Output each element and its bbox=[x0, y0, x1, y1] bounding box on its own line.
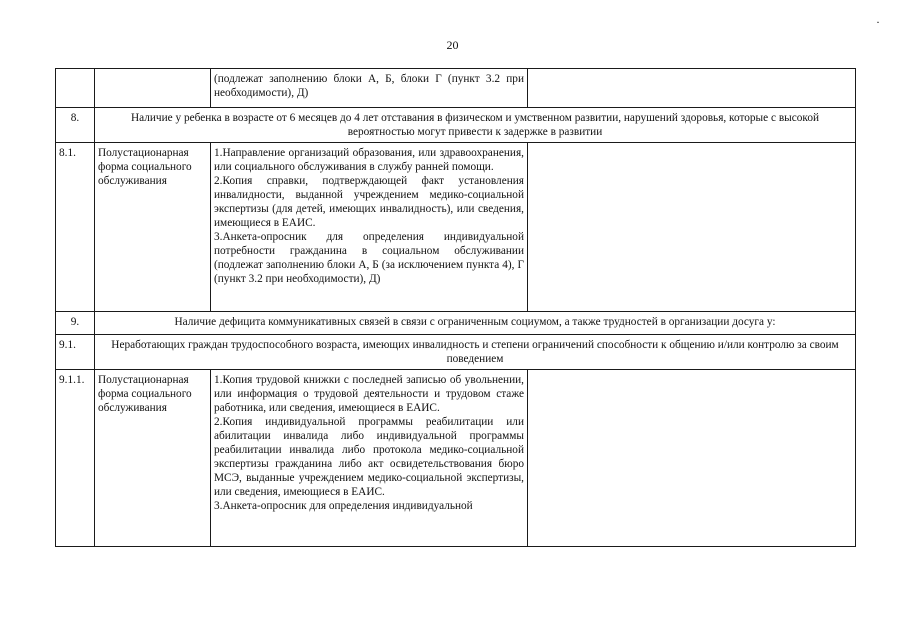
section-number: 9.1. bbox=[56, 335, 95, 370]
row-number-cell: 9.1.1. bbox=[56, 370, 95, 547]
table-row-8-1 bbox=[56, 143, 856, 312]
documents-cell bbox=[211, 143, 528, 312]
notes-cell bbox=[528, 69, 856, 108]
table-row-section-8 bbox=[56, 108, 856, 143]
document-item: 2.Копия справки, подтверждающей факт установления инвалидности, выданной учреждением медико-социальной экспертизы (для детей, имеющих инвалидность), или сведения, имеющиеся в ЕАИС. bbox=[214, 175, 524, 229]
services-table bbox=[55, 68, 856, 547]
table-row-continuation bbox=[56, 69, 856, 108]
documents-cell bbox=[211, 370, 528, 547]
row-number-cell bbox=[56, 69, 95, 108]
document-item: 3.Анкета-опросник для определения индивидуальной потребности гражданина в социальном обслуживании (подлежат заполнению блоки А, Б (за исключением пункта 4), Г (пункт 3.2 при необходимости), Д) bbox=[214, 231, 524, 285]
document-item: (подлежат заполнению блоки А, Б, блоки Г (пункт 3.2 при необходимости), Д) bbox=[214, 73, 524, 99]
document-item: 1.Направление организаций образования, или здравоохранения, или социального обслуживания в службу ранней помощи. bbox=[214, 147, 524, 173]
service-form-cell bbox=[95, 69, 211, 108]
section-heading: Наличие дефицита коммуникативных связей в связи с ограниченным социумом, а также трудностей в организации досуга у: bbox=[95, 312, 856, 335]
notes-cell bbox=[528, 370, 856, 547]
notes-cell bbox=[528, 143, 856, 312]
table-row-section-9-1 bbox=[56, 335, 856, 370]
document-item: 2.Копия индивидуальной программы реабилитации или абилитации инвалида либо индивидуальной программы реабилитации инвалида либо протокола медико-социальной экспертизы гражданина либо акт освидетельствования бюро МСЭ, выданные учреждением медико-социальной экспертизы, или сведения, имеющиеся в ЕАИС. bbox=[214, 416, 524, 498]
table-row-9-1-1 bbox=[56, 370, 856, 547]
service-form-cell: Полустационарная форма социального обслуживания bbox=[95, 370, 211, 547]
row-number-cell: 8.1. bbox=[56, 143, 95, 312]
document-item: 3.Анкета-опросник для определения индивидуальной bbox=[214, 500, 473, 512]
corner-mark: · bbox=[876, 15, 880, 29]
section-heading: Неработающих граждан трудоспособного возраста, имеющих инвалидность и степени ограничений способности к общению и/или контролю за своим поведением bbox=[95, 335, 856, 370]
section-number: 8. bbox=[56, 108, 95, 143]
section-number: 9. bbox=[56, 312, 95, 335]
table-row-section-9 bbox=[56, 312, 856, 335]
documents-cell bbox=[211, 69, 528, 108]
page-number: 20 bbox=[446, 38, 459, 52]
service-form-cell: Полустационарная форма социального обслуживания bbox=[95, 143, 211, 312]
document-item: 1.Копия трудовой книжки с последней записью об увольнении, или информация о трудовой деятельности и трудовом стаже работника, или сведения, имеющиеся в ЕАИС. bbox=[214, 374, 524, 414]
section-heading: Наличие у ребенка в возрасте от 6 месяцев до 4 лет отставания в физическом и умственном развитии, нарушений здоровья, которые с высокой вероятностью могут привести к задержке в развитии bbox=[95, 108, 856, 143]
